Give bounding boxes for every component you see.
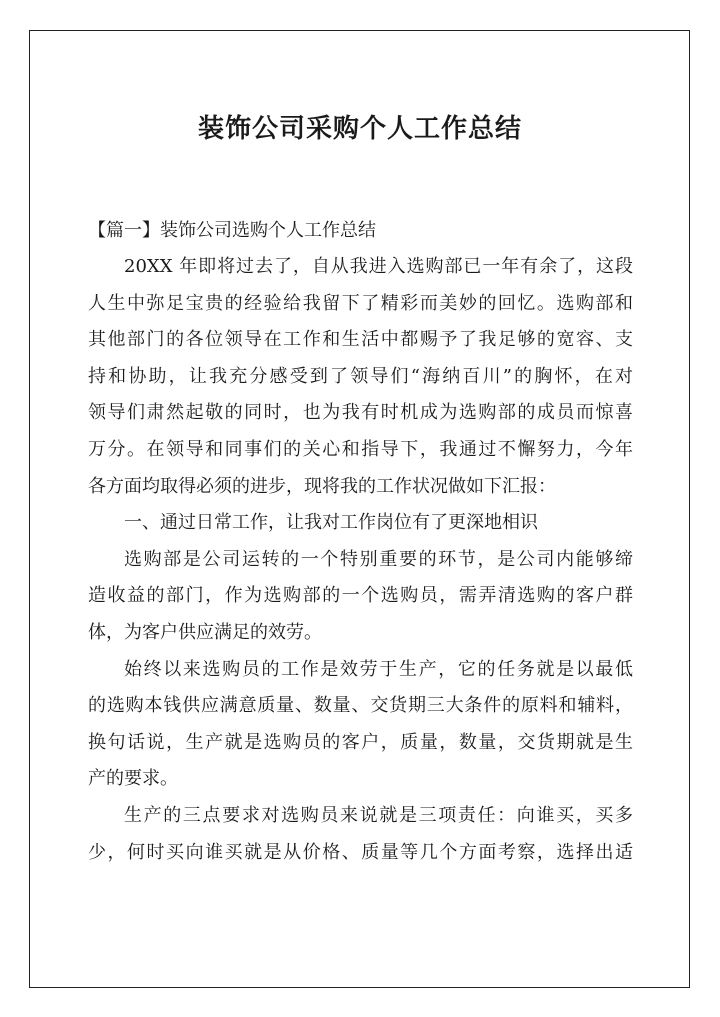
paragraph-1 xyxy=(88,249,633,505)
paragraph-line: 其他部门的各位领导在工作和生活中都赐予了我足够的宽容、支 xyxy=(88,329,633,351)
paragraph-line: 各方面均取得必须的进步，现将我的工作状况做如下汇报： xyxy=(88,475,556,497)
paragraph-line: 的选购本钱供应满意质量、数量、交货期三大条件的原料和辅料， xyxy=(88,695,633,717)
paragraph-line: 20XX 年即将过去了，自从我进入选购部已一年有余了，这段 xyxy=(124,256,633,277)
paragraph-line: 一、通过日常工作，让我对工作岗位有了更深地相识 xyxy=(124,512,538,534)
paragraph-line: 生产的三点要求对选购员来说就是三项责任：向谁买，买多 xyxy=(124,804,633,826)
paragraph-line: 万分。在领导和同事们的关心和指导下，我通过不懈努力，今年 xyxy=(88,438,633,460)
document-title: 装饰公司采购个人工作总结 xyxy=(197,114,522,144)
paragraph-line: 体，为客户供应满足的效劳。 xyxy=(88,621,322,643)
paragraph-5 xyxy=(88,798,633,871)
paragraph-line: 选购部是公司运转的一个特别重要的环节，是公司内能够缔 xyxy=(124,548,633,570)
paragraph-line: 始终以来选购员的工作是效劳于生产，它的任务就是以最低 xyxy=(124,658,633,680)
paragraph-line: 换句话说，生产就是选购员的客户，质量，数量，交货期就是生 xyxy=(88,731,633,753)
section-heading: 【篇一】装饰公司选购个人工作总结 xyxy=(88,220,376,241)
document-body xyxy=(88,213,633,871)
paragraph-line: 造收益的部门，作为选购部的一个选购员，需弄清选购的客户群 xyxy=(88,585,633,607)
paragraph-line: 少，何时买向谁买就是从价格、质量等几个方面考察，选择出适 xyxy=(88,841,633,863)
paragraph-4 xyxy=(88,652,633,798)
paragraph-3 xyxy=(88,542,633,652)
paragraph-line: 领导们肃然起敬的同时，也为我有时机成为选购部的成员而惊喜 xyxy=(88,402,633,424)
paragraph-2 xyxy=(88,505,633,542)
paragraph-line: 产的要求。 xyxy=(88,768,178,790)
paragraph-line: 持和协助，让我充分感受到了领导们“海纳百川”的胸怀，在对 xyxy=(88,365,633,387)
paragraph-line: 人生中弥足宝贵的经验给我留下了精彩而美妙的回忆。选购部和 xyxy=(88,292,633,314)
